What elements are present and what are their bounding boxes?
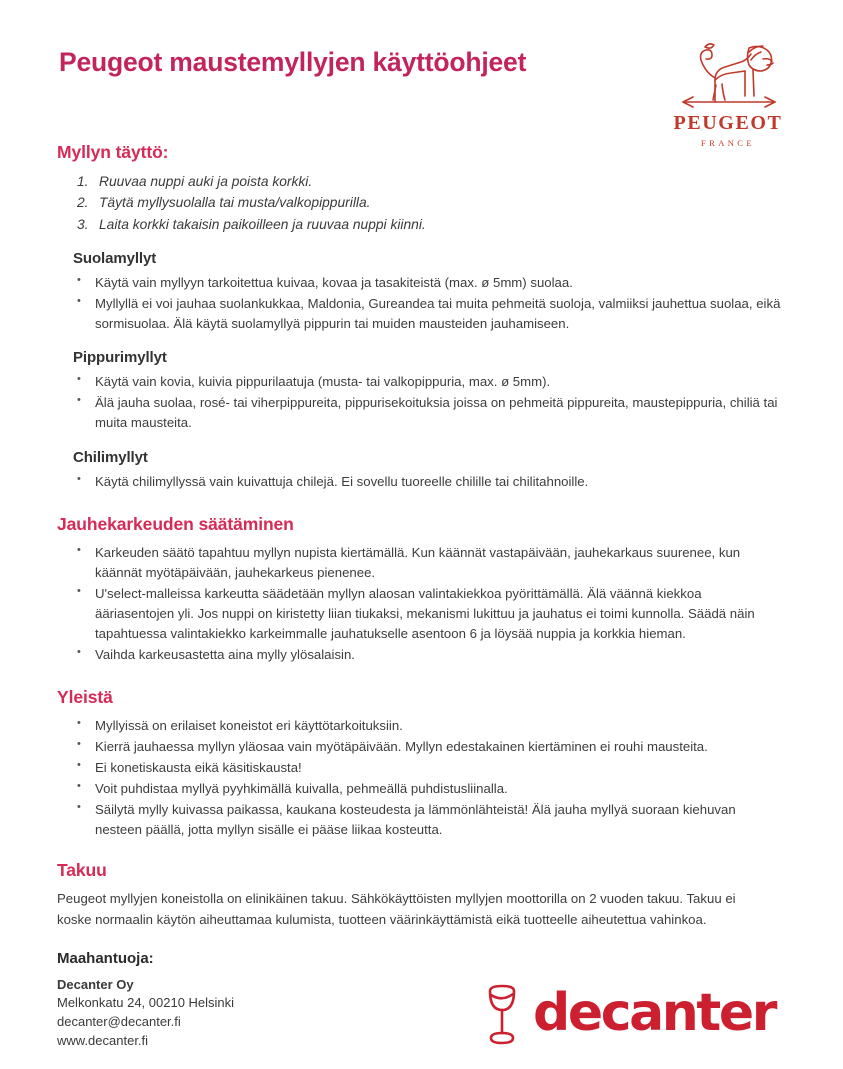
decanter-logo — [483, 983, 775, 1045]
importer-heading: Maahantuoja: — [57, 949, 154, 967]
section-warranty-heading: Takuu — [57, 860, 107, 881]
section-warranty — [57, 860, 781, 930]
importer-email[interactable]: decanter@decanter.fi — [57, 1014, 181, 1030]
list-item: • Myllyllä ei voi jauhaa suolankukkaa, Maldonia, Gureandea tai muita pehmeitä suoloja, valmiiksi jauhettua suolaa, eikä sormisuolaa. Älä käytä suolamyllyä pippurin tai muiden mausteiden jauhamiseen. — [75, 294, 781, 334]
list-item: • Kierrä jauhaessa myllyn yläosaa vain myötäpäivään. Myllyn edestakainen kiertäminen ei rouhi mausteita. — [75, 737, 781, 757]
wine-glass-icon — [483, 983, 523, 1045]
section-chili-mills-heading: Chilimyllyt — [73, 448, 148, 466]
section-coarseness-heading: Jauhekarkeuden säätäminen — [57, 513, 294, 534]
list-item: • Ei konetiskausta eikä käsitiskausta! — [75, 758, 781, 778]
section-chili-mills — [57, 449, 781, 492]
section-filling — [57, 142, 781, 235]
importer-company-name: Decanter Oy — [57, 976, 134, 992]
list-item: • Myllyissä on erilaiset koneistot eri käyttötarkoituksiin. — [75, 716, 781, 736]
peugeot-wordmark: PEUGEOT — [673, 112, 783, 134]
chili-mills-list — [57, 472, 781, 492]
document-footer — [57, 950, 803, 1051]
list-item — [77, 171, 781, 192]
peugeot-country-label: FRANCE — [701, 138, 755, 148]
pepper-mills-list — [57, 372, 781, 433]
list-item: • Karkeuden säätö tapahtuu myllyn nupista kiertämällä. Kun käännät vastapäivään, jauhekarkaus suurenee, kun käännät myötäpäivään, jauhekarkeus pienenee. — [75, 543, 781, 583]
warranty-text: Peugeot myllyjen koneistolla on elinikäinen takuu. Sähkökäyttöisten myllyjen moottorilla on 2 vuoden takuu. Takuu ei koske normaalin käytön aiheuttamaa kulumista, tuotteen väärinkäyttämistä eikä tuotteelle aiheutettua vahinkoa. — [57, 891, 736, 927]
peugeot-logo — [665, 40, 791, 148]
section-pepper-mills-heading: Pippurimyllyt — [73, 349, 167, 367]
section-filling-heading: Myllyn täyttö: — [57, 142, 169, 162]
importer-block — [57, 950, 234, 1051]
list-item: • Käytä vain kovia, kuivia pippurilaatuja (musta- tai valkopippuria, max. ø 5mm). — [75, 372, 781, 392]
section-salt-mills — [57, 250, 781, 334]
step-text: Täytä myllysuolalla tai musta/valkopippurilla. — [99, 195, 371, 211]
section-coarseness — [57, 514, 781, 665]
salt-mills-list — [57, 273, 781, 334]
list-item: • Käytä chilimyllyssä vain kuivattuja chilejä. Ei sovellu tuoreelle chilille tai chilitahnoille. — [75, 472, 781, 492]
step-text: Ruuvaa nuppi auki ja poista korkki. — [99, 174, 313, 189]
section-salt-mills-heading: Suolamyllyt — [73, 250, 157, 268]
step-text: Laita korkki takaisin paikoilleen ja ruuvaa nuppi kiinni. — [99, 216, 426, 232]
coarseness-list — [57, 543, 781, 665]
filling-steps-list — [57, 171, 781, 235]
list-item: • Älä jauha suolaa, rosé- tai viherpippureita, pippurisekoituksia joissa on pehmeitä pippureita, maustepippuria, chiliä tai muita mausteita. — [75, 393, 781, 433]
step-number: 3. — [77, 216, 89, 232]
step-number: 1. — [77, 174, 89, 189]
peugeot-lion-icon — [675, 40, 781, 116]
page-title: Peugeot maustemyllyjen käyttöohjeet — [59, 47, 527, 77]
list-item: • Käytä vain myllyyn tarkoitettua kuivaa, kovaa ja tasakiteistä (max. ø 5mm) suolaa. — [75, 273, 781, 293]
importer-address: Melkonkatu 24, 00210 Helsinki — [57, 995, 235, 1011]
general-list — [57, 716, 781, 840]
list-item: • Voit puhdistaa myllyä pyyhkimällä kuivalla, pehmeällä puhdistusliinalla. — [75, 779, 781, 799]
section-general-heading: Yleistä — [57, 686, 113, 707]
list-item — [77, 214, 781, 235]
importer-website[interactable]: www.decanter.fi — [57, 1033, 149, 1049]
list-item: • U'select-malleissa karkeutta säädetään myllyn alaosan valintakiekkoa pyörittämällä. Älä väännä kiekkoa ääriasentojen yli. Jos nuppi on kiristetty liian tiukaksi, mekanismi lukittuu ja jauhatus ei toimi kunnolla. Säädä näin tapahtuessa valintakiekko karkeimmalle jauhatukselle asentoon 6 ja löysää nuppia ja korkkia hieman. — [75, 584, 781, 644]
step-number: 2. — [77, 195, 89, 211]
list-item: • Vaihda karkeusastetta aina mylly ylösalaisin. — [75, 645, 781, 665]
section-general — [57, 687, 781, 840]
decanter-wordmark: decanter — [533, 983, 775, 1044]
section-pepper-mills — [57, 349, 781, 433]
list-item: • Säilytä mylly kuivassa paikassa, kaukana kosteudesta ja lämmönlähteistä! Älä jauha myllyä suoraan kiehuvan nesteen päällä, jotta myllyn sisälle ei pääse liikaa kosteutta. — [75, 800, 781, 840]
document-header — [57, 47, 783, 148]
list-item — [77, 192, 781, 213]
